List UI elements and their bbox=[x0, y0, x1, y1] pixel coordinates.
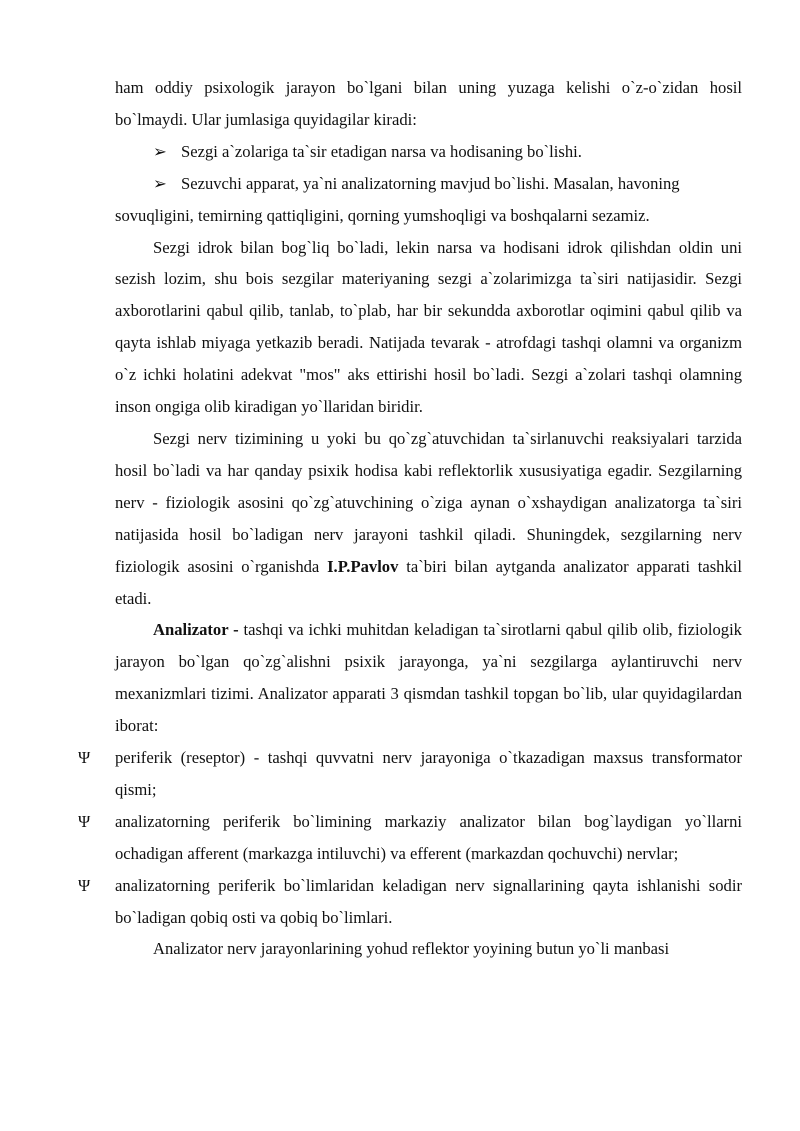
arrow-bullet-icon: ➢ bbox=[153, 141, 167, 161]
paragraph-sezgi-idrok: Sezgi idrok bilan bog`liq bo`ladi, lekin narsa va hodisani idrok qilishdan oldin uni sezish lozim, shu bois sezgilar materiyaning sezgi a`zolarimizga ta`siri natijasidir. Sezgi axborotlarini qabul qilib, tanlab, to`plab, har bir sekundda axborotlar oqimini qabul qilib va qayta ishlab miyaga yetkazib beradi. Natijada tevarak - atrofdagi tashqi olamni va organizm o`z ichki holatini adekvat "mos" aks ettirishi hosil bo`ladi. Sezgi a`zolari tashqi olamning inson ongiga olib kiradigan yo`llaridan biridir. bbox=[115, 237, 742, 417]
arrow-bullet-text: Sezgi a`zolariga ta`sir etadigan narsa va hodisaning bo`lishi. bbox=[181, 141, 582, 161]
psi-list-item bbox=[78, 742, 742, 806]
psi-list-item bbox=[78, 806, 742, 870]
psi-bullet-icon: Ψ bbox=[78, 875, 91, 895]
psi-bullet-icon: Ψ bbox=[78, 748, 91, 768]
psi-list-item bbox=[78, 870, 742, 934]
term-bold: Analizator - bbox=[153, 620, 239, 640]
paragraph-analizator-definition bbox=[115, 614, 742, 742]
paragraph-intro: ham oddiy psixologik jarayon bo`lgani bilan uning yuzaga kelishi o`z-o`zidan hosil bo`lmaydi. Ular jumlasiga quyidagilar kiradi: bbox=[115, 78, 742, 129]
paragraph-text-after: ta`biri bilan aytganda analizator apparati tashkil etadi. bbox=[115, 556, 742, 608]
arrow-bullet-text: Sezuvchi apparat, ya`ni analizatorning mavjud bo`lishi. Masalan, havoning bbox=[181, 173, 680, 193]
arrow-bullet-item bbox=[115, 168, 742, 200]
psi-list-text: periferik (reseptor) - tashqi quvvatni nerv jarayoniga o`tkazadigan maxsus transformator qismi; bbox=[115, 748, 742, 799]
psi-bullet-icon: Ψ bbox=[78, 811, 91, 831]
paragraph-sezgi-nerv bbox=[115, 423, 742, 614]
document-body bbox=[78, 72, 742, 965]
definition-text: tashqi va ichki muhitdan keladigan ta`sirotlarni qabul qilib olib, fiziologik jarayon bo`lgan qo`zg`alishni psixik jarayonga, ya`ni sezgilarga aylantiruvchi nerv mexanizmlari tizimi. Analizator apparati 3 qismdan tashkil topgan bo`lib, ular quyidagilardan iborat: bbox=[115, 620, 742, 736]
author-name-bold: I.P.Pavlov bbox=[327, 556, 399, 576]
paragraph-text: Sezgi nerv tizimining u yoki bu qo`zg`atuvchidan ta`sirlanuvchi reaksiyalari tarzida hosil bo`ladi va har qanday psixik hodisa kabi reflektorlik xususiyatiga egadir. Sezgilarning nerv - fiziologik asosini qo`zg`atuvchining o`ziga aynan o`xshaydigan analizatorga ta`siri natijasida hosil bo`ladigan nerv jarayoni tashkil qiladi. Shuningdek, sezgilarning nerv fiziologik asosini o`rganishda bbox=[115, 428, 742, 576]
arrow-bullet-item bbox=[115, 136, 742, 168]
paragraph-continuation: sovuqligini, temirning qattiqligini, qorning yumshoqligi va boshqalarni sezamiz. bbox=[115, 205, 650, 225]
psi-list-text: analizatorning periferik bo`limining markaziy analizator bilan bog`laydigan yo`llarni ochadigan afferent (markazga intiluvchi) va efferent (markazdan qochuvchi) nervlar; bbox=[115, 811, 742, 863]
psi-list-text: analizatorning periferik bo`limlaridan keladigan nerv signallarining qayta ishlanishi sodir bo`ladigan qobiq osti va qobiq bo`limlari. bbox=[115, 875, 742, 927]
arrow-bullet-icon: ➢ bbox=[153, 173, 167, 193]
paragraph-analizator-nerv: Analizator nerv jarayonlarining yohud reflektor yoyining butun yo`li manbasi bbox=[153, 939, 670, 959]
